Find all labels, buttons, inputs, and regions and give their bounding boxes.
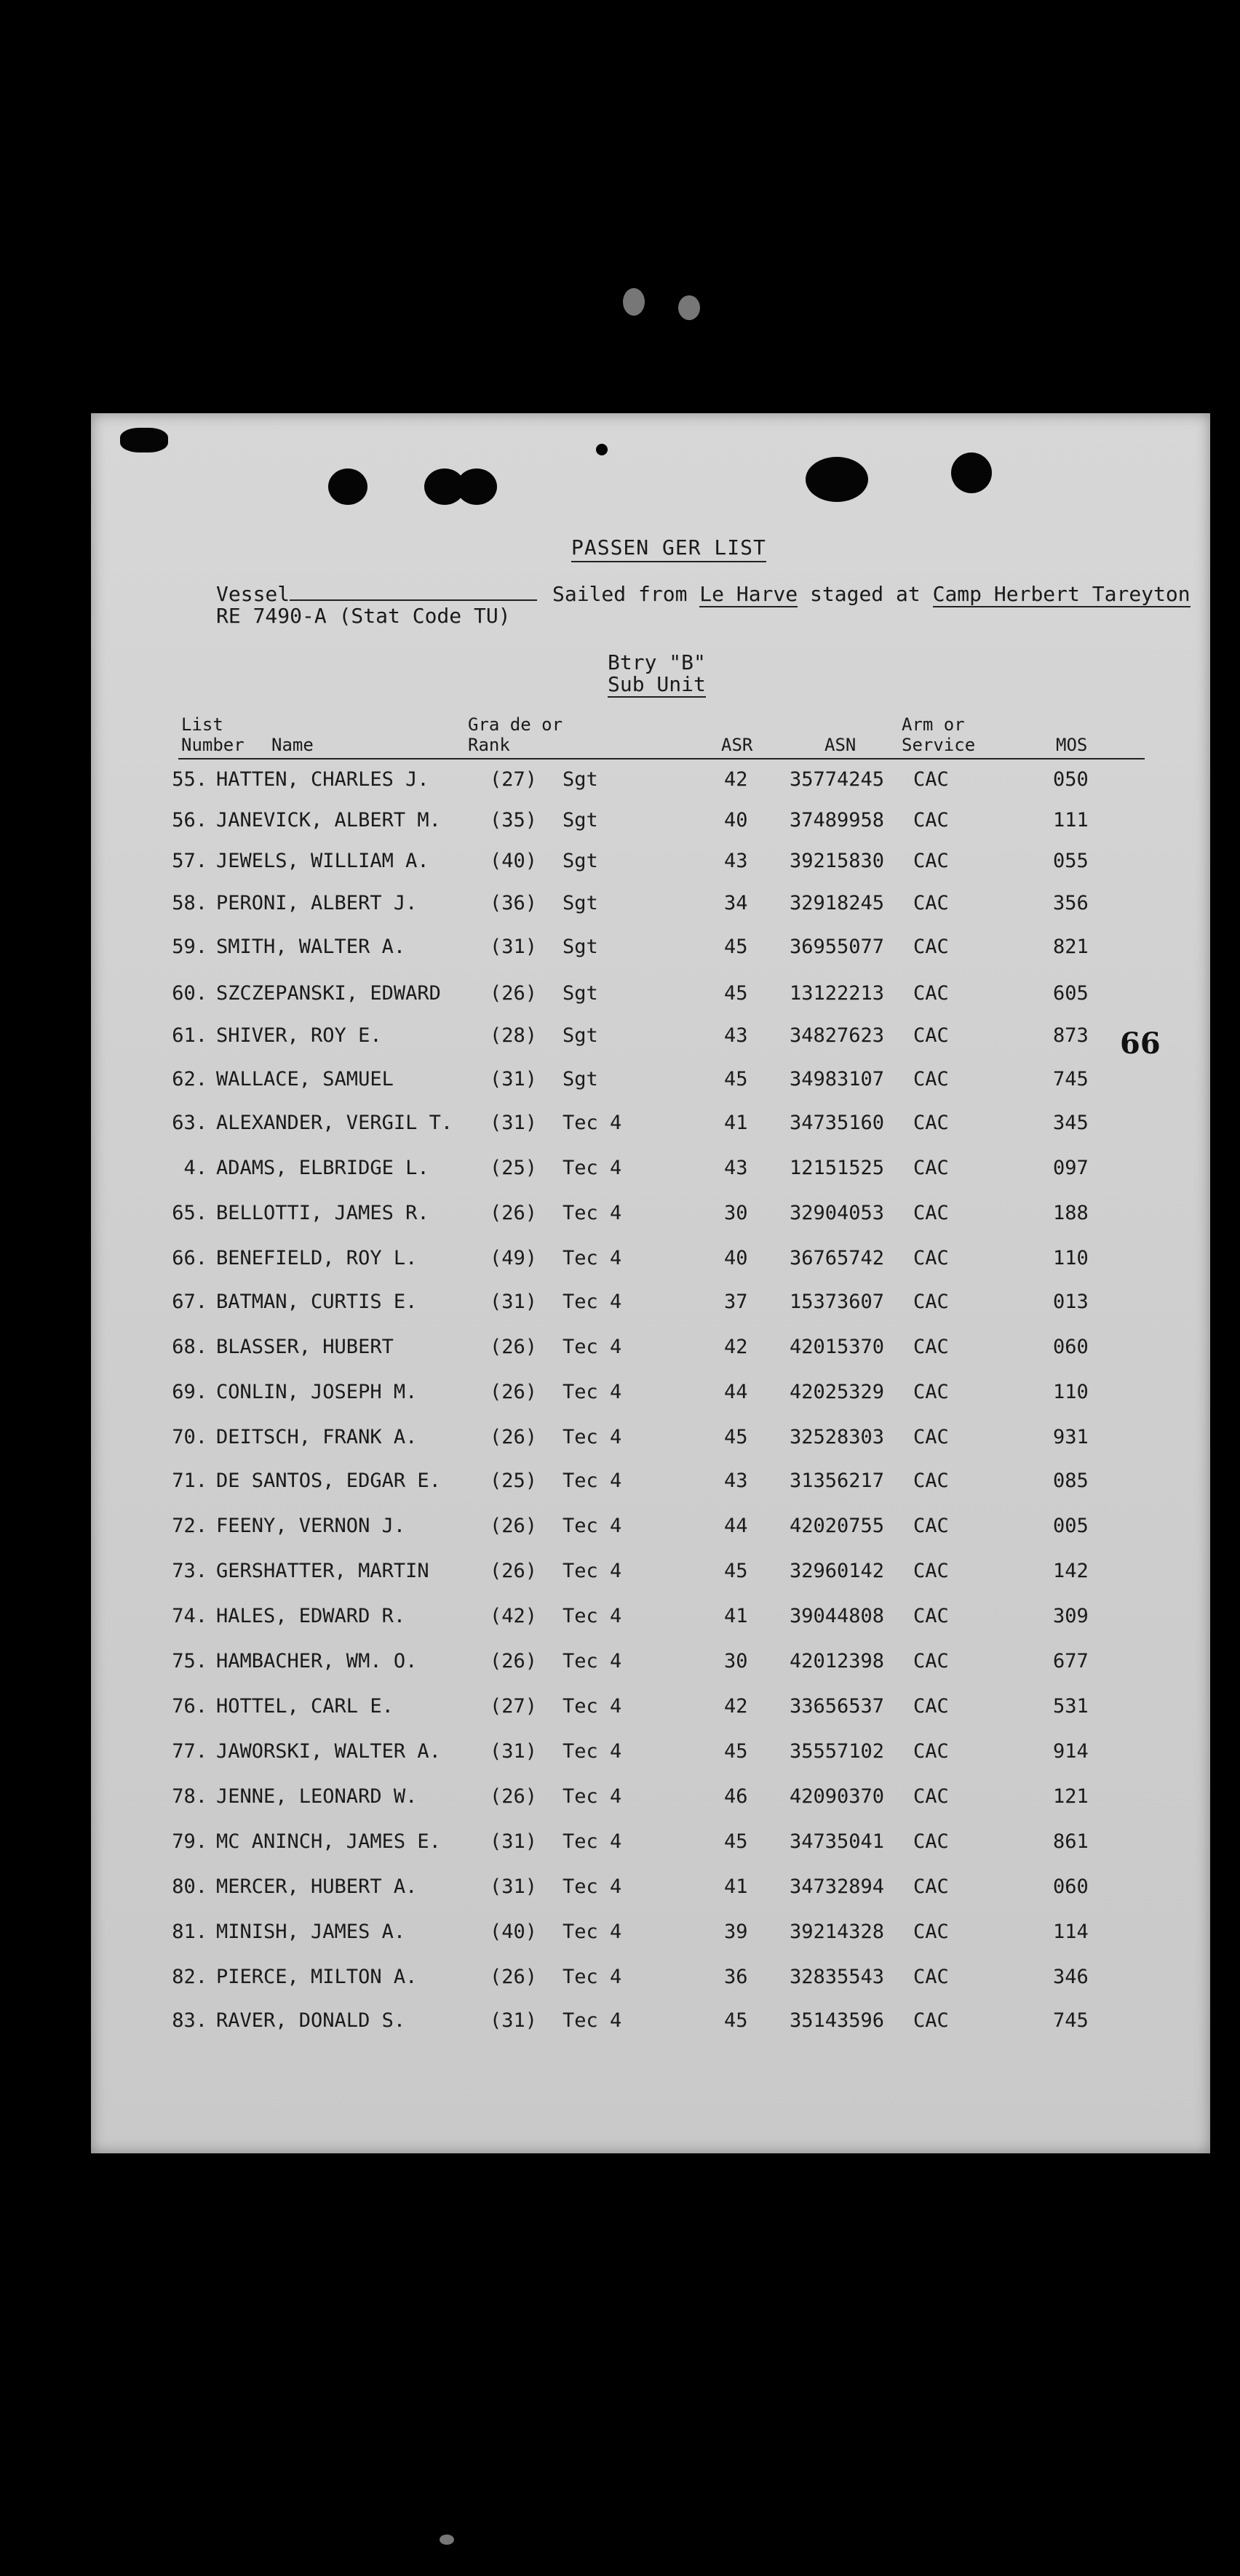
- cell-service: CAC: [913, 768, 949, 791]
- table-row: [91, 889, 1210, 918]
- cell-asr: 44: [724, 1515, 748, 1537]
- cell-mos: 085: [1053, 1470, 1089, 1492]
- table-row: [91, 1602, 1210, 1631]
- table-row: [91, 1244, 1210, 1273]
- cell-asr: 36: [724, 1966, 748, 1988]
- cell-service: CAC: [913, 1650, 949, 1672]
- cell-num: 4.: [183, 1157, 207, 1179]
- cell-asn: 34983107: [790, 1068, 885, 1090]
- cell-num: 74.: [172, 1605, 207, 1627]
- cell-asr: 41: [724, 1605, 748, 1627]
- sub-unit-label: Sub Unit: [608, 672, 706, 696]
- cell-num: 82.: [172, 1966, 207, 1988]
- cell-mos: 531: [1053, 1695, 1089, 1718]
- cell-age: (26): [490, 1202, 538, 1224]
- cell-asr: 42: [724, 768, 748, 791]
- cell-rank: Sgt: [563, 892, 598, 914]
- header-rule: [178, 758, 1145, 759]
- page-title: PASSEN GER LIST: [571, 535, 766, 562]
- cell-service: CAC: [913, 1024, 949, 1047]
- cell-mos: 110: [1053, 1247, 1089, 1269]
- cell-service: CAC: [913, 1202, 949, 1224]
- table-row: [91, 1827, 1210, 1857]
- cell-rank: Tec 4: [563, 1966, 622, 1988]
- passenger-list-sheet: [91, 413, 1210, 2153]
- cell-name: DEITSCH, FRANK A.: [216, 1426, 418, 1448]
- cell-rank: Tec 4: [563, 1336, 622, 1358]
- cell-rank: Tec 4: [563, 1921, 622, 1943]
- cell-mos: 914: [1053, 1740, 1089, 1763]
- cell-age: (31): [490, 1291, 538, 1313]
- cell-age: (31): [490, 1068, 538, 1090]
- table-row: [91, 979, 1210, 1008]
- cell-service: CAC: [913, 1875, 949, 1898]
- cell-age: (35): [490, 809, 538, 832]
- cell-age: (26): [490, 1650, 538, 1672]
- cell-asr: 42: [724, 1695, 748, 1718]
- cell-mos: 873: [1053, 1024, 1089, 1047]
- cell-num: 65.: [172, 1202, 207, 1224]
- cell-rank: Sgt: [563, 809, 598, 832]
- cell-name: DE SANTOS, EDGAR E.: [216, 1470, 441, 1492]
- cell-name: BELLOTTI, JAMES R.: [216, 1202, 429, 1224]
- cell-asn: 42090370: [790, 1785, 885, 1808]
- cell-asr: 43: [724, 1024, 748, 1047]
- cell-name: JANEVICK, ALBERT M.: [216, 809, 441, 832]
- punch-hole: [328, 468, 367, 505]
- cell-asr: 45: [724, 1830, 748, 1853]
- cell-asr: 40: [724, 1247, 748, 1269]
- cell-asr: 37: [724, 1291, 748, 1313]
- cell-name: JENNE, LEONARD W.: [216, 1785, 418, 1808]
- cell-name: GERSHATTER, MARTIN: [216, 1560, 429, 1582]
- cell-mos: 110: [1053, 1381, 1089, 1403]
- table-row: [91, 2006, 1210, 2035]
- cell-mos: 060: [1053, 1875, 1089, 1898]
- cell-age: (36): [490, 892, 538, 914]
- cell-service: CAC: [913, 1336, 949, 1358]
- cell-name: SZCZEPANSKI, EDWARD: [216, 982, 441, 1005]
- cell-mos: 356: [1053, 892, 1089, 914]
- table-row: [91, 1378, 1210, 1407]
- table-row: [91, 806, 1210, 835]
- cell-service: CAC: [913, 1247, 949, 1269]
- code-line: RE 7490-A (Stat Code TU): [216, 604, 511, 628]
- cell-service: CAC: [913, 1605, 949, 1627]
- cell-service: CAC: [913, 1470, 949, 1492]
- cell-service: CAC: [913, 1112, 949, 1134]
- cell-mos: 188: [1053, 1202, 1089, 1224]
- cell-age: (26): [490, 1381, 538, 1403]
- table-row: [91, 1065, 1210, 1094]
- cell-service: CAC: [913, 1560, 949, 1582]
- cell-service: CAC: [913, 1426, 949, 1448]
- cell-asn: 42012398: [790, 1650, 885, 1672]
- cell-age: (26): [490, 1336, 538, 1358]
- cell-rank: Tec 4: [563, 1875, 622, 1898]
- punch-hole: [951, 452, 992, 493]
- cell-rank: Tec 4: [563, 1785, 622, 1808]
- cell-num: 80.: [172, 1875, 207, 1898]
- cell-rank: Tec 4: [563, 1247, 622, 1269]
- dust-speck: [623, 288, 645, 316]
- cell-rank: Tec 4: [563, 1740, 622, 1763]
- unit-label: Btry "B": [608, 650, 706, 674]
- table-row: [91, 1423, 1210, 1452]
- cell-service: CAC: [913, 1381, 949, 1403]
- cell-age: (49): [490, 1247, 538, 1269]
- cell-name: JAWORSKI, WALTER A.: [216, 1740, 441, 1763]
- cell-age: (40): [490, 1921, 538, 1943]
- table-row: [91, 1467, 1210, 1496]
- cell-num: 56.: [172, 809, 207, 832]
- cell-age: (31): [490, 1875, 538, 1898]
- cell-mos: 931: [1053, 1426, 1089, 1448]
- cell-asr: 45: [724, 1740, 748, 1763]
- cell-num: 75.: [172, 1650, 207, 1672]
- cell-asr: 45: [724, 936, 748, 958]
- cell-asn: 39215830: [790, 850, 885, 872]
- cell-asr: 30: [724, 1650, 748, 1672]
- cell-asn: 39044808: [790, 1605, 885, 1627]
- cell-num: 68.: [172, 1336, 207, 1358]
- cell-rank: Sgt: [563, 768, 598, 791]
- cell-service: CAC: [913, 1068, 949, 1090]
- cell-asr: 41: [724, 1875, 748, 1898]
- cell-rank: Tec 4: [563, 2009, 622, 2032]
- cell-age: (31): [490, 1740, 538, 1763]
- dust-speck: [678, 295, 700, 320]
- margin-page-number: 66: [1120, 1026, 1161, 1061]
- cell-asn: 42015370: [790, 1336, 885, 1358]
- dust-speck: [440, 2535, 454, 2545]
- cell-num: 63.: [172, 1112, 207, 1134]
- cell-name: HALES, EDWARD R.: [216, 1605, 406, 1627]
- cell-asn: 36765742: [790, 1247, 885, 1269]
- cell-name: BENEFIELD, ROY L.: [216, 1247, 418, 1269]
- cell-age: (42): [490, 1605, 538, 1627]
- table-row: [91, 933, 1210, 962]
- cell-asr: 43: [724, 1470, 748, 1492]
- cell-asr: 45: [724, 982, 748, 1005]
- cell-service: CAC: [913, 982, 949, 1005]
- cell-asr: 45: [724, 2009, 748, 2032]
- arm-service-header: Arm or Service: [902, 714, 976, 755]
- table-row: [91, 847, 1210, 876]
- table-row: [91, 1154, 1210, 1183]
- cell-name: HATTEN, CHARLES J.: [216, 768, 429, 791]
- table-row: [91, 1647, 1210, 1676]
- cell-name: ALEXANDER, VERGIL T.: [216, 1112, 453, 1134]
- cell-name: WALLACE, SAMUEL: [216, 1068, 394, 1090]
- table-row: [91, 1512, 1210, 1541]
- cell-rank: Tec 4: [563, 1426, 622, 1448]
- cell-num: 59.: [172, 936, 207, 958]
- table-row: [91, 1109, 1210, 1138]
- table-row: [91, 1557, 1210, 1586]
- cell-age: (31): [490, 1112, 538, 1134]
- cell-rank: Sgt: [563, 1024, 598, 1047]
- cell-asn: 31356217: [790, 1470, 885, 1492]
- sailing-line: [552, 582, 1191, 606]
- cell-asr: 45: [724, 1068, 748, 1090]
- sailed-from-value: Le Harve: [699, 582, 798, 606]
- cell-mos: 111: [1053, 809, 1089, 832]
- table-row: [91, 1288, 1210, 1317]
- cell-service: CAC: [913, 809, 949, 832]
- cell-age: (26): [490, 1785, 538, 1808]
- cell-age: (28): [490, 1024, 538, 1047]
- cell-asn: 32960142: [790, 1560, 885, 1582]
- cell-num: 76.: [172, 1695, 207, 1718]
- cell-age: (40): [490, 850, 538, 872]
- cell-asn: 36955077: [790, 936, 885, 958]
- cell-asn: 32835543: [790, 1966, 885, 1988]
- cell-num: 71.: [172, 1470, 207, 1492]
- cell-asn: 34827623: [790, 1024, 885, 1047]
- cell-asn: 35143596: [790, 2009, 885, 2032]
- table-row: [91, 1199, 1210, 1228]
- cell-service: CAC: [913, 1515, 949, 1537]
- table-row: [91, 1782, 1210, 1811]
- cell-service: CAC: [913, 1921, 949, 1943]
- cell-num: 77.: [172, 1740, 207, 1763]
- cell-service: CAC: [913, 1157, 949, 1179]
- cell-age: (25): [490, 1157, 538, 1179]
- cell-num: 83.: [172, 2009, 207, 2032]
- punch-hole: [456, 468, 497, 505]
- cell-mos: 114: [1053, 1921, 1089, 1943]
- cell-mos: 121: [1053, 1785, 1089, 1808]
- cell-asr: 30: [724, 1202, 748, 1224]
- cell-num: 60.: [172, 982, 207, 1005]
- cell-mos: 345: [1053, 1112, 1089, 1134]
- cell-rank: Tec 4: [563, 1695, 622, 1718]
- cell-rank: Tec 4: [563, 1112, 622, 1134]
- list-number-header: List Number: [181, 714, 245, 755]
- cell-name: FEENY, VERNON J.: [216, 1515, 406, 1537]
- cell-num: 66.: [172, 1247, 207, 1269]
- cell-name: HAMBACHER, WM. O.: [216, 1650, 418, 1672]
- cell-name: SHIVER, ROY E.: [216, 1024, 382, 1047]
- cell-age: (26): [490, 1426, 538, 1448]
- cell-asr: 40: [724, 809, 748, 832]
- cell-rank: Sgt: [563, 1068, 598, 1090]
- cell-asn: 33656537: [790, 1695, 885, 1718]
- cell-mos: 745: [1053, 1068, 1089, 1090]
- cell-num: 81.: [172, 1921, 207, 1943]
- cell-age: (25): [490, 1470, 538, 1492]
- cell-service: CAC: [913, 1785, 949, 1808]
- cell-age: (27): [490, 768, 538, 791]
- cell-service: CAC: [913, 1291, 949, 1313]
- cell-asn: 32918245: [790, 892, 885, 914]
- cell-service: CAC: [913, 1740, 949, 1763]
- cell-age: (31): [490, 936, 538, 958]
- table-row: [91, 765, 1210, 794]
- cell-num: 72.: [172, 1515, 207, 1537]
- cell-asn: 37489958: [790, 809, 885, 832]
- cell-asn: 13122213: [790, 982, 885, 1005]
- staged-at-value: Camp Herbert Tareyton: [932, 582, 1191, 606]
- table-row: [91, 1873, 1210, 1902]
- cell-asr: 34: [724, 892, 748, 914]
- cell-age: (27): [490, 1695, 538, 1718]
- cell-service: CAC: [913, 1966, 949, 1988]
- cell-asn: 12151525: [790, 1157, 885, 1179]
- cell-asr: 41: [724, 1112, 748, 1134]
- cell-mos: 142: [1053, 1560, 1089, 1582]
- cell-mos: 346: [1053, 1966, 1089, 1988]
- cell-mos: 060: [1053, 1336, 1089, 1358]
- vessel-blank: [290, 599, 537, 601]
- cell-asr: 39: [724, 1921, 748, 1943]
- cell-age: (26): [490, 1560, 538, 1582]
- cell-service: CAC: [913, 936, 949, 958]
- cell-num: 79.: [172, 1830, 207, 1853]
- cell-asr: 42: [724, 1336, 748, 1358]
- vessel-label: Vessel: [216, 582, 290, 606]
- cell-asr: 45: [724, 1560, 748, 1582]
- cell-num: 70.: [172, 1426, 207, 1448]
- cell-asr: 43: [724, 1157, 748, 1179]
- cell-name: MERCER, HUBERT A.: [216, 1875, 418, 1898]
- cell-asn: 32904053: [790, 1202, 885, 1224]
- table-row: [91, 1692, 1210, 1721]
- cell-age: (31): [490, 2009, 538, 2032]
- cell-mos: 005: [1053, 1515, 1089, 1537]
- cell-rank: Tec 4: [563, 1157, 622, 1179]
- cell-num: 78.: [172, 1785, 207, 1808]
- cell-asn: 35557102: [790, 1740, 885, 1763]
- cell-mos: 821: [1053, 936, 1089, 958]
- cell-name: RAVER, DONALD S.: [216, 2009, 406, 2032]
- cell-num: 67.: [172, 1291, 207, 1313]
- cell-name: MC ANINCH, JAMES E.: [216, 1830, 441, 1853]
- cell-name: HOTTEL, CARL E.: [216, 1695, 394, 1718]
- cell-name: BATMAN, CURTIS E.: [216, 1291, 418, 1313]
- cell-service: CAC: [913, 892, 949, 914]
- cell-num: 73.: [172, 1560, 207, 1582]
- cell-mos: 013: [1053, 1291, 1089, 1313]
- table-row: [91, 1333, 1210, 1362]
- punch-hole: [596, 444, 608, 455]
- cell-service: CAC: [913, 850, 949, 872]
- cell-rank: Tec 4: [563, 1560, 622, 1582]
- cell-asn: 39214328: [790, 1921, 885, 1943]
- cell-asr: 43: [724, 850, 748, 872]
- cell-num: 62.: [172, 1068, 207, 1090]
- table-row: [91, 1737, 1210, 1766]
- cell-asr: 45: [724, 1426, 748, 1448]
- cell-rank: Tec 4: [563, 1830, 622, 1853]
- cell-asn: 34732894: [790, 1875, 885, 1898]
- cell-service: CAC: [913, 2009, 949, 2032]
- grade-header: Gra de or Rank: [468, 714, 563, 755]
- cell-rank: Sgt: [563, 850, 598, 872]
- cell-mos: 745: [1053, 2009, 1089, 2032]
- sailed-from-label: Sailed from: [552, 582, 688, 606]
- punch-hole: [806, 457, 868, 502]
- cell-num: 57.: [172, 850, 207, 872]
- cell-name: PIERCE, MILTON A.: [216, 1966, 418, 1988]
- cell-asn: 34735160: [790, 1112, 885, 1134]
- cell-name: BLASSER, HUBERT: [216, 1336, 394, 1358]
- cell-num: 55.: [172, 768, 207, 791]
- cell-asn: 32528303: [790, 1426, 885, 1448]
- cell-rank: Tec 4: [563, 1515, 622, 1537]
- cell-asn: 42025329: [790, 1381, 885, 1403]
- cell-mos: 605: [1053, 982, 1089, 1005]
- cell-name: MINISH, JAMES A.: [216, 1921, 406, 1943]
- cell-service: CAC: [913, 1830, 949, 1853]
- cell-num: 61.: [172, 1024, 207, 1047]
- table-row: [91, 1918, 1210, 1947]
- asn-header: ASN: [824, 735, 857, 755]
- cell-asn: 15373607: [790, 1291, 885, 1313]
- cell-age: (26): [490, 1966, 538, 1988]
- cell-rank: Sgt: [563, 982, 598, 1005]
- cell-name: ADAMS, ELBRIDGE L.: [216, 1157, 429, 1179]
- staged-at-label: staged at: [810, 582, 921, 606]
- cell-name: JEWELS, WILLIAM A.: [216, 850, 429, 872]
- cell-mos: 055: [1053, 850, 1089, 872]
- cell-mos: 050: [1053, 768, 1089, 791]
- cell-age: (26): [490, 982, 538, 1005]
- cell-asn: 34735041: [790, 1830, 885, 1853]
- cell-rank: Tec 4: [563, 1202, 622, 1224]
- vessel-line: [216, 582, 537, 606]
- cell-asr: 46: [724, 1785, 748, 1808]
- cell-service: CAC: [913, 1695, 949, 1718]
- cell-rank: Tec 4: [563, 1605, 622, 1627]
- cell-age: (26): [490, 1515, 538, 1537]
- cell-rank: Tec 4: [563, 1381, 622, 1403]
- cell-rank: Tec 4: [563, 1650, 622, 1672]
- cell-mos: 677: [1053, 1650, 1089, 1672]
- cell-asn: 35774245: [790, 768, 885, 791]
- asr-header: ASR: [721, 735, 753, 755]
- cell-mos: 097: [1053, 1157, 1089, 1179]
- cell-rank: Tec 4: [563, 1470, 622, 1492]
- name-header: Name: [271, 735, 314, 755]
- cell-mos: 309: [1053, 1605, 1089, 1627]
- cell-rank: Sgt: [563, 936, 598, 958]
- cell-name: PERONI, ALBERT J.: [216, 892, 418, 914]
- cell-asr: 44: [724, 1381, 748, 1403]
- cell-num: 58.: [172, 892, 207, 914]
- cell-rank: Tec 4: [563, 1291, 622, 1313]
- cell-name: CONLIN, JOSEPH M.: [216, 1381, 418, 1403]
- cell-name: SMITH, WALTER A.: [216, 936, 406, 958]
- table-row: [91, 1021, 1210, 1050]
- punch-hole: [120, 428, 168, 452]
- cell-asn: 42020755: [790, 1515, 885, 1537]
- cell-mos: 861: [1053, 1830, 1089, 1853]
- table-row: [91, 1963, 1210, 1992]
- cell-num: 69.: [172, 1381, 207, 1403]
- cell-age: (31): [490, 1830, 538, 1853]
- mos-header: MOS: [1056, 735, 1088, 755]
